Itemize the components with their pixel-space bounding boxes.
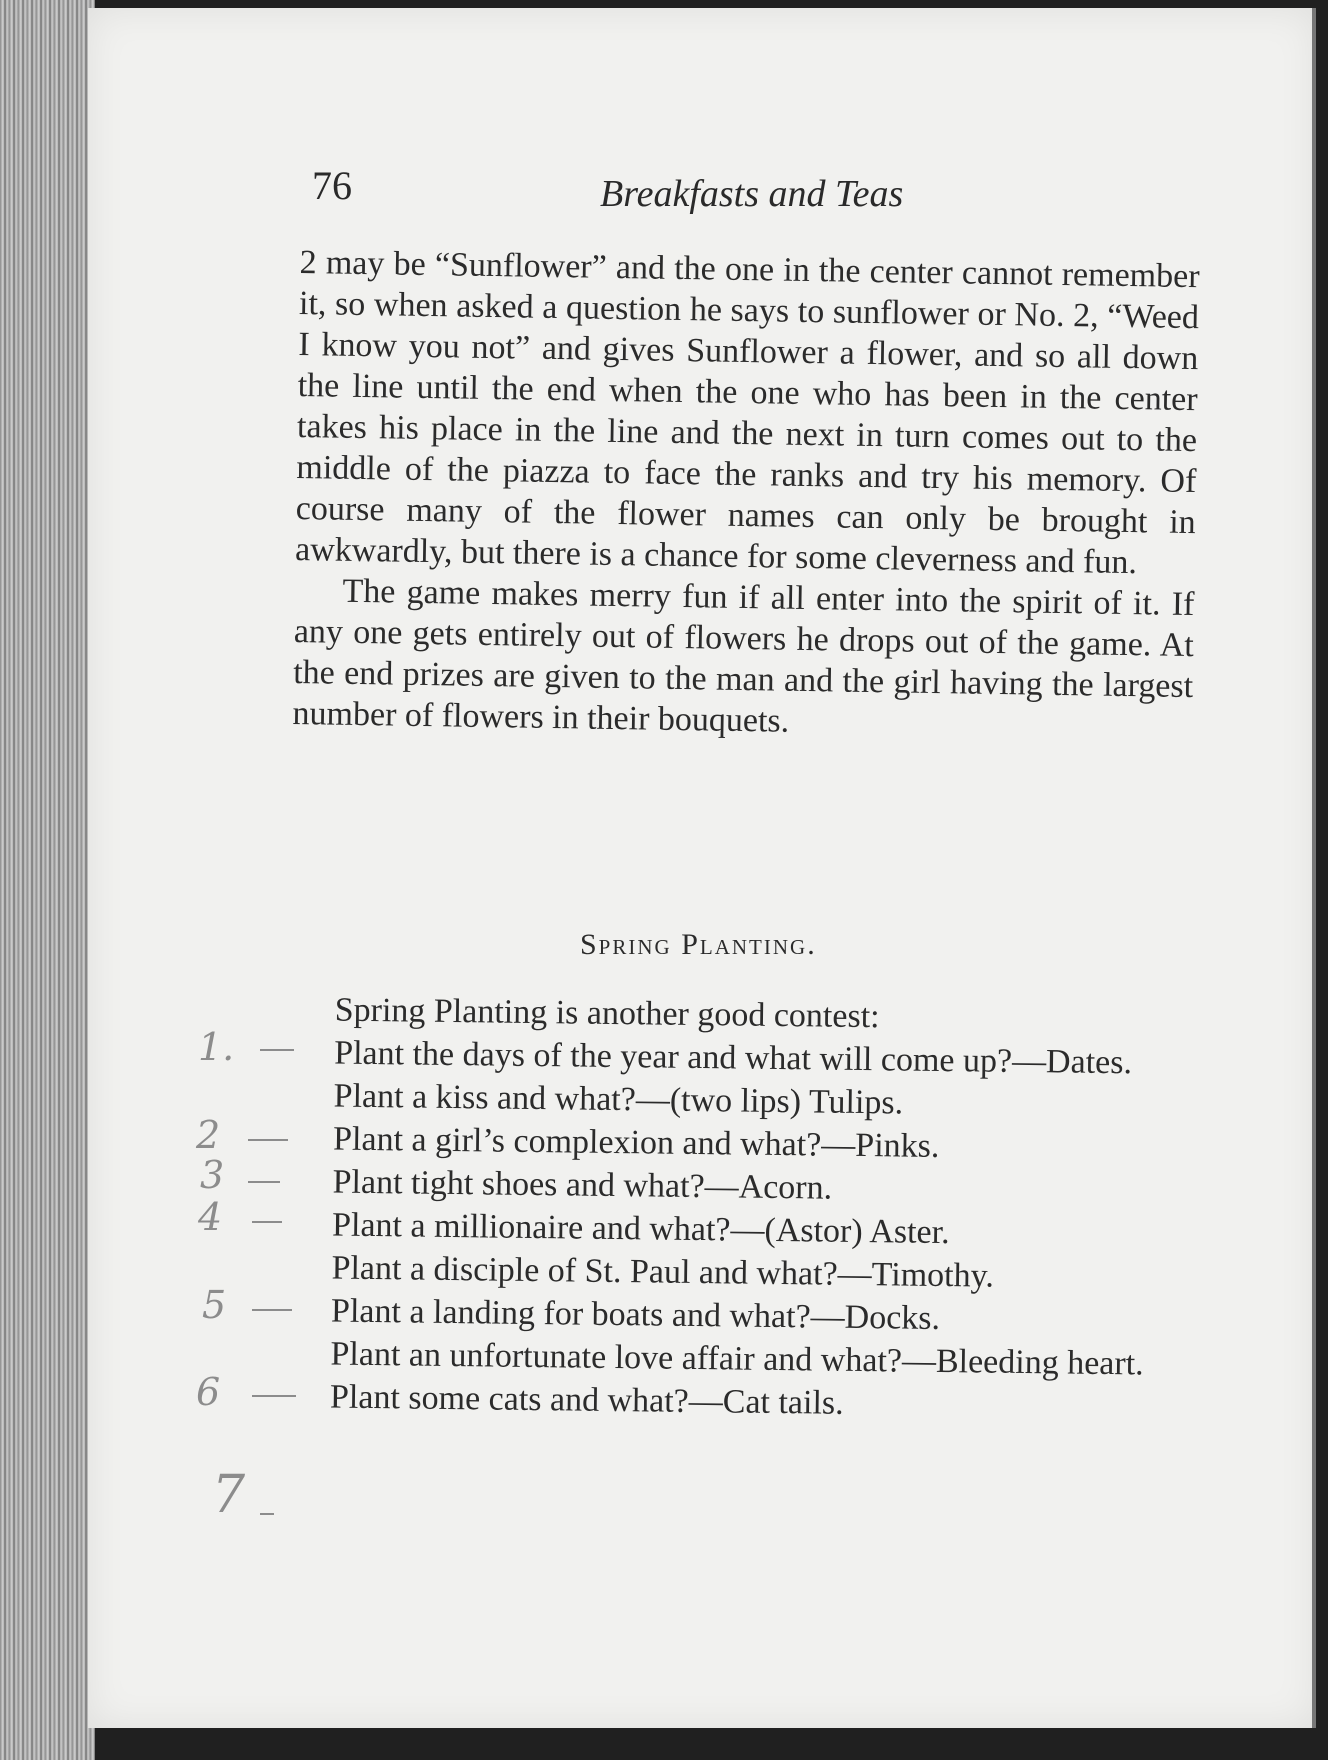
running-title: Breakfasts and Teas (600, 173, 904, 215)
handwritten-dash (252, 1221, 282, 1223)
handwritten-mark: 5 (202, 1283, 227, 1327)
list-item-text: Plant some cats and what?—Cat tails. (329, 1378, 844, 1422)
spring-planting-list (285, 988, 1210, 1429)
paragraph-1: 2 may be “Sunflower” and the one in the center cannot remember it, so when asked a question he says to sunflower or No. 2, “Weed I know you not” and gives Sunflower a flower, and so all down the line until the end when the one who has been in the center takes his place in the line and the next in turn comes out to the middle of the piazza to face the ranks and try his memory. Of course many of the flower names can only be brought in awkwardly, but there is a chance for some cleverness and fun. (294, 243, 1200, 582)
handwritten-mark: 2 (196, 1113, 221, 1157)
page-number: 76 (312, 163, 352, 208)
handwritten-mark: 3 (200, 1153, 225, 1197)
handwritten-mark: 6 (196, 1370, 221, 1414)
page-edge-shadow (1312, 8, 1316, 1728)
list-item-text: Plant a millionaire and what?—(Astor) Aster. (331, 1206, 950, 1252)
body-text (292, 242, 1200, 748)
handwritten-dash (260, 1049, 294, 1051)
handwritten-mark: 7 (212, 1465, 246, 1525)
handwritten-dash (248, 1139, 288, 1141)
handwritten-dash (260, 1513, 274, 1515)
book-page-edges (0, 0, 95, 1760)
handwritten-annotations (190, 1025, 310, 1545)
list-item-text: Plant a disciple of St. Paul and what?—Timothy. (331, 1249, 995, 1295)
paragraph-2: The game makes merry fun if all enter into the spirit of it. If any one gets entirely out of flowers he drops out of the game. At the end prizes are given to the man and the girl having the largest number of flowers in their bouquets. (292, 572, 1195, 740)
list-item-text: Plant a kiss and what?—(two lips) Tulips. (333, 1077, 904, 1122)
list-item-text: Plant the days of the year and what will come up?—Dates. (333, 1034, 1133, 1082)
list-intro: Spring Planting is another good contest: (334, 991, 880, 1036)
page-header (300, 158, 1240, 218)
handwritten-dash (252, 1395, 296, 1397)
handwritten-dash (252, 1309, 292, 1311)
handwritten-dash (248, 1181, 280, 1183)
list-item-text: Plant a girl’s complexion and what?—Pinks. (332, 1120, 940, 1165)
list-item-text: Plant tight shoes and what?—Acorn. (332, 1163, 833, 1207)
list-item-text: Plant an unfortunate love affair and what?—Bleeding heart. (330, 1335, 1144, 1383)
list-item-text: Plant a landing for boats and what?—Docks. (330, 1292, 941, 1337)
section-heading: Spring Planting. (580, 928, 817, 961)
handwritten-mark: 1. (198, 1025, 235, 1069)
handwritten-mark: 4 (198, 1195, 223, 1239)
